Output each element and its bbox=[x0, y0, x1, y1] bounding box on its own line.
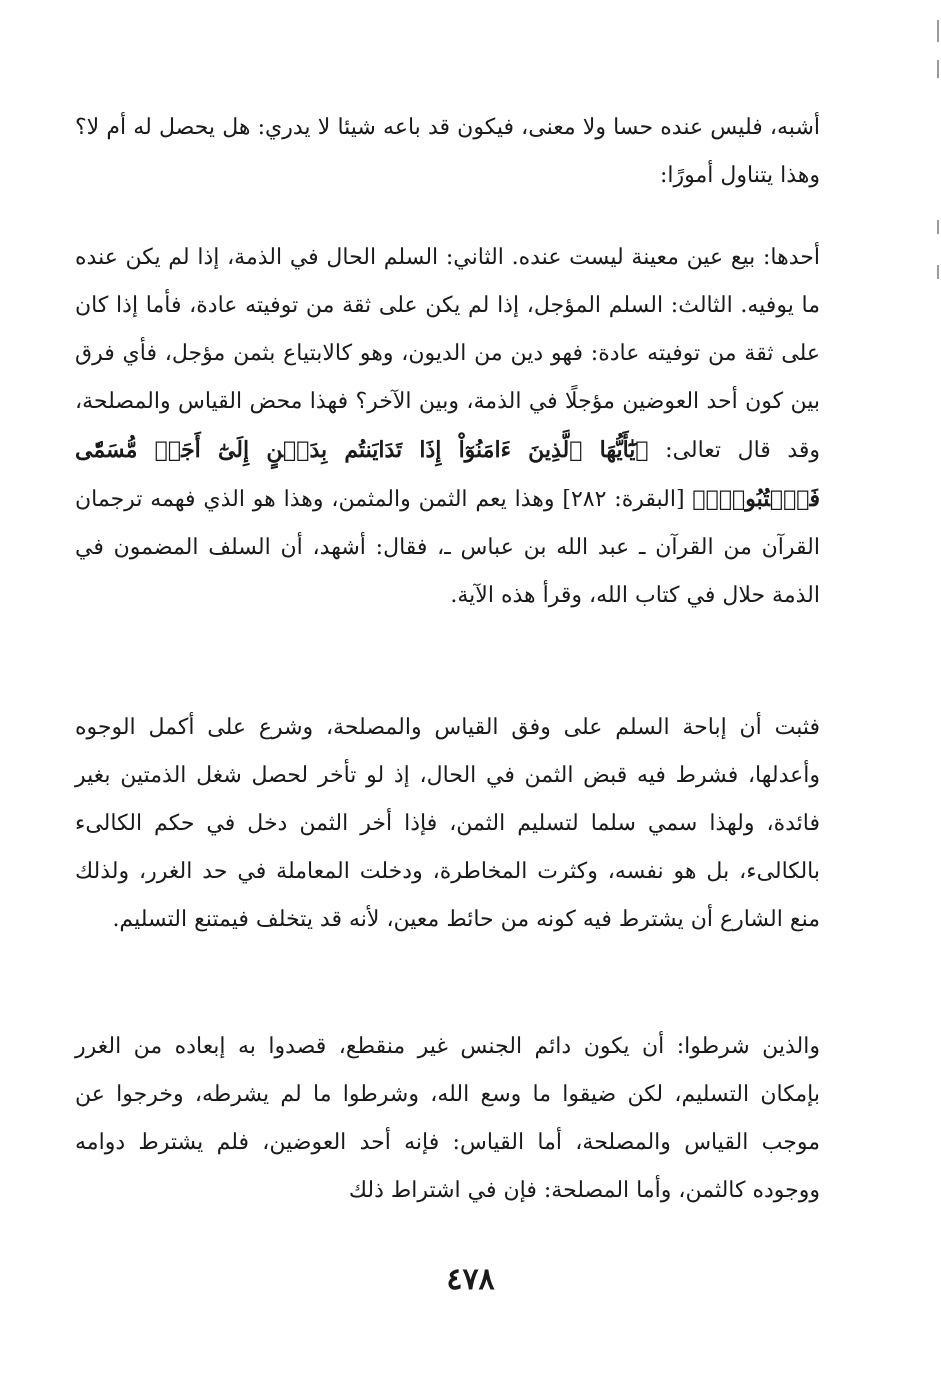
paragraph-4-text: والذين شرطوا: أن يكون دائم الجنس غير منقطع، قصدوا به إبعاده من الغرر بإمكان التسليم، لكن ضيقوا ما وسع الله، وشرطوا ما لم يشرطه، وخرجوا عن موجب القياس والمصلحة، أما القياس: فإنه أحد العوضين، فلم يشترط دوامه ووجوده كالثمن، وأما المصلحة: فإن في اشتراط ذلك bbox=[75, 1034, 820, 1203]
scan-edge-marks bbox=[936, 20, 939, 300]
paragraph-4 bbox=[75, 1023, 820, 1215]
scan-edge-mark bbox=[937, 220, 939, 234]
paragraph-1 bbox=[75, 104, 820, 200]
paragraph-2 bbox=[75, 234, 820, 620]
paragraph-2-before-verse: أحدها: بيع عين معينة ليست عنده. الثاني: السلم الحال في الذمة، إذا لم يكن عنده ما يوفيه. الثالث: السلم المؤجل، إذا لم يكن على ثقة من توفيته عادة، فأما إذا كان على ثقة من توفيته عادة: فهو دين من الديون، وهو كالابتياع بثمن مؤجل، فأي فرق بين كون أحد العوضين مؤجلًا في الذمة، وبين الآخر؟ فهذا محض القياس والمصلحة، وقد قال تعالى: bbox=[75, 245, 821, 463]
quran-verse: ﴿يَٰٓأَيُّهَا ٱلَّذِينَ ءَامَنُوٓاْ إِذَا تَدَايَنتُم بِدَيۡنٍ إِلَىٰٓ أَجَلٖ مُّسَمّٗى فَٱكۡتُبُوهُۚ﴾ bbox=[75, 437, 820, 512]
scan-edge-mark bbox=[937, 60, 939, 78]
paragraph-3-text: فثبت أن إباحة السلم على وفق القياس والمصلحة، وشرع على أكمل الوجوه وأعدلها، فشرط فيه قبض الثمن في الحال، إذ لو تأخر لحصل شغل الذمتين بغير فائدة، ولهذا سمي سلما لتسليم الثمن، فإذا أخر الثمن دخل في حكم الكالىء بالكالىء، بل هو نفسه، وكثرت المخاطرة، ودخلت المعاملة في حد الغرر، ولذلك منع الشارع أن يشترط فيه كونه من حائط معين، لأنه قد يتخلف فيمتنع التسليم. bbox=[75, 715, 820, 932]
paragraph-2-text bbox=[75, 234, 820, 620]
scan-edge-mark bbox=[937, 20, 939, 42]
paragraph-3 bbox=[75, 704, 820, 944]
scan-edge-mark bbox=[937, 265, 939, 279]
paragraph-1-text: أشبه، فليس عنده حسا ولا معنى، فيكون قد باعه شيئا لا يدري: هل يحصل له أم لا؟ وهذا يتناول أمورًا: bbox=[75, 115, 820, 188]
paragraph-2-after-verse: [البقرة: ٢٨٢] وهذا يعم الثمن والمثمن، وهذا هو الذي فهمه ترجمان القرآن من القرآن ـ عبد الله بن عباس ـ، فقال: أشهد، أن السلف المضمون في الذمة حلال في كتاب الله، وقرأ هذه الآية. bbox=[75, 487, 820, 608]
page-number: ٤٧٨ bbox=[446, 1262, 495, 1297]
